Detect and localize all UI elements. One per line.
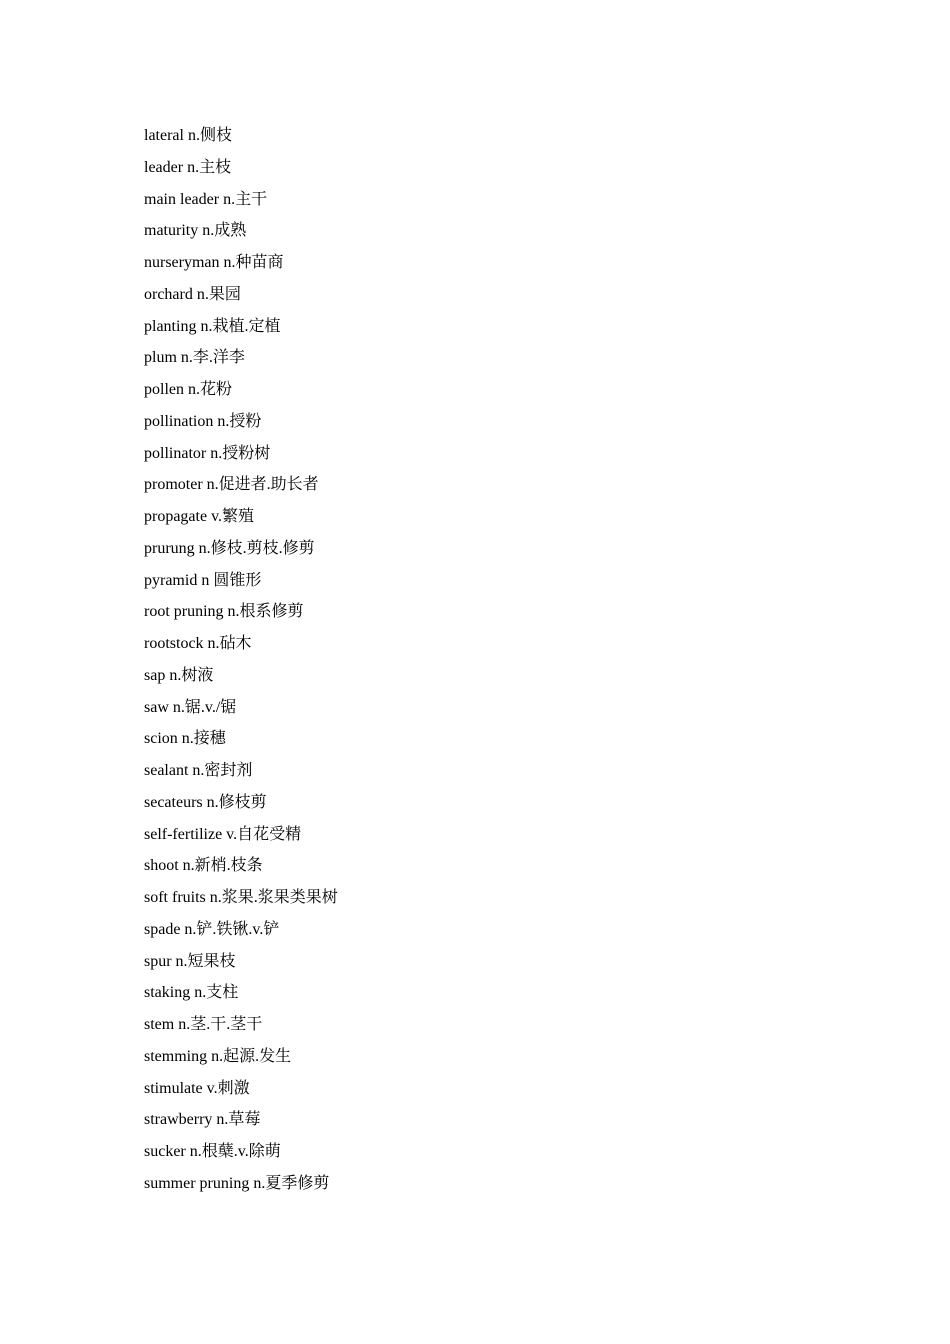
glossary-entry: summer pruning n.夏季修剪 [144, 1174, 330, 1192]
glossary-entry: pyramid n 圆锥形 [144, 571, 262, 589]
glossary-entry: pollination n.授粉 [144, 412, 262, 430]
glossary-entry: promoter n.促进者.助长者 [144, 476, 319, 494]
glossary-entry: maturity n.成熟 [144, 222, 247, 240]
glossary-entry: prurung n.修枝.剪枝.修剪 [144, 539, 315, 557]
glossary-entry: root pruning n.根系修剪 [144, 603, 304, 621]
glossary-entry: lateral n.侧枝 [144, 127, 232, 144]
glossary-entry: planting n.栽植.定植 [144, 317, 281, 335]
glossary-entry: stem n.茎.干.茎干 [144, 1016, 263, 1033]
glossary-entry: leader n.主枝 [144, 158, 232, 176]
glossary-entry: staking n.支柱 [144, 984, 239, 1002]
glossary-entry: spur n.短果枝 [144, 952, 236, 970]
glossary-entry: saw n.锯.v./锯 [144, 698, 237, 716]
glossary-entry: orchard n.果园 [144, 285, 241, 303]
glossary-entry: scion n.接穗 [144, 730, 226, 748]
glossary-list [144, 124, 338, 1204]
glossary-entry: sucker n.根蘖.v.除萌 [144, 1143, 281, 1160]
glossary-entry: stemming n.起源.发生 [144, 1047, 292, 1065]
glossary-entry: pollen n.花粉 [144, 381, 232, 398]
glossary-entry: rootstock n.砧木 [144, 635, 252, 652]
glossary-entry: sap n.树液 [144, 666, 214, 684]
glossary-entry: spade n.铲.铁锹.v.铲 [144, 920, 280, 938]
glossary-entry: shoot n.新梢.枝条 [144, 857, 263, 875]
glossary-entry: pollinator n.授粉树 [144, 444, 271, 462]
glossary-entry: sealant n.密封剂 [144, 762, 253, 779]
glossary-entry: soft fruits n.浆果.浆果类果树 [144, 889, 338, 906]
glossary-entry: plum n.李.洋李 [144, 349, 245, 367]
glossary-entry: strawberry n.草莓 [144, 1111, 261, 1129]
glossary-entry: self-fertilize v.自花受精 [144, 825, 302, 843]
glossary-entry: propagate v.繁殖 [144, 508, 255, 525]
glossary-entry: nurseryman n.种苗商 [144, 254, 284, 271]
glossary-entry: main leader n.主干 [144, 190, 268, 208]
glossary-entry: secateurs n.修枝剪 [144, 793, 267, 811]
glossary-entry: stimulate v.刺激 [144, 1079, 250, 1097]
